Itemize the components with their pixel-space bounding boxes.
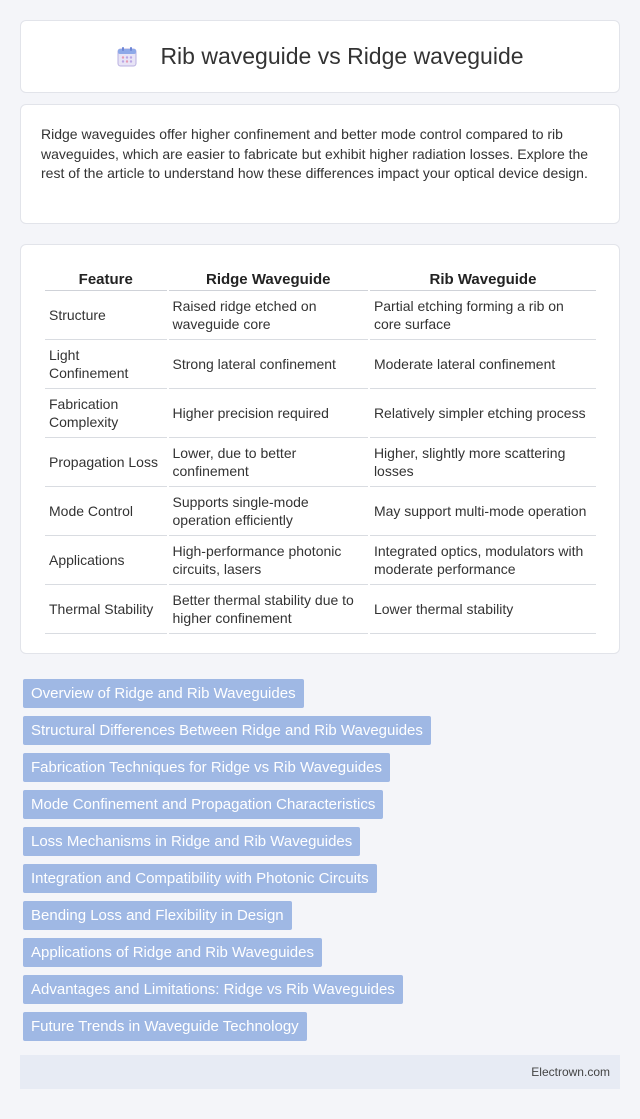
table-cell-rib: Integrated optics, modulators with moderate performance (370, 536, 596, 585)
table-cell-rib: Moderate lateral confinement (370, 340, 596, 389)
toc-link-fabrication-techniques[interactable]: Fabrication Techniques for Ridge vs Rib Waveguides (23, 753, 390, 782)
comparison-table-card (20, 244, 620, 654)
toc-link-structural-differences[interactable]: Structural Differences Between Ridge and Rib Waveguides (23, 716, 431, 745)
table-header-row (45, 265, 596, 291)
table-cell-feature: Fabrication Complexity (45, 389, 167, 438)
table-row (45, 340, 596, 389)
table-cell-ridge: Raised ridge etched on waveguide core (169, 291, 368, 340)
table-cell-feature: Thermal Stability (45, 585, 167, 634)
header-rib-waveguide: Rib Waveguide (370, 265, 596, 291)
table-cell-ridge: Strong lateral confinement (169, 340, 368, 389)
table-cell-ridge: Higher precision required (169, 389, 368, 438)
comparison-table (43, 265, 598, 634)
table-row (45, 438, 596, 487)
table-of-contents (23, 679, 603, 1049)
table-row (45, 536, 596, 585)
table-cell-rib: Partial etching forming a rib on core surface (370, 291, 596, 340)
table-cell-feature: Mode Control (45, 487, 167, 536)
toc-link-integration[interactable]: Integration and Compatibility with Photonic Circuits (23, 864, 377, 893)
toc-link-advantages-limitations[interactable]: Advantages and Limitations: Ridge vs Rib Waveguides (23, 975, 403, 1004)
toc-link-future-trends[interactable]: Future Trends in Waveguide Technology (23, 1012, 307, 1041)
toc-link-loss-mechanisms[interactable]: Loss Mechanisms in Ridge and Rib Waveguides (23, 827, 360, 856)
toc-link-bending-loss[interactable]: Bending Loss and Flexibility in Design (23, 901, 292, 930)
table-cell-ridge: Better thermal stability due to higher confinement (169, 585, 368, 634)
intro-text: Ridge waveguides offer higher confinement and better mode control compared to rib waveguides, which are easier to fabricate but exhibit higher radiation losses. Explore the rest of the article to understand how these differences impact your optical device design. (41, 126, 589, 181)
table-cell-rib: Lower thermal stability (370, 585, 596, 634)
footer-brand: Electrown.com (531, 1065, 610, 1079)
toc-link-mode-confinement[interactable]: Mode Confinement and Propagation Characteristics (23, 790, 383, 819)
table-cell-rib: Relatively simpler etching process (370, 389, 596, 438)
table-row (45, 585, 596, 634)
toc-link-overview[interactable]: Overview of Ridge and Rib Waveguides (23, 679, 304, 708)
calendar-icon (116, 46, 138, 68)
table-cell-feature: Light Confinement (45, 340, 167, 389)
title-card (20, 20, 620, 93)
table-cell-feature: Applications (45, 536, 167, 585)
table-row (45, 389, 596, 438)
table-row (45, 487, 596, 536)
table-cell-ridge: Lower, due to better confinement (169, 438, 368, 487)
toc-link-applications[interactable]: Applications of Ridge and Rib Waveguides (23, 938, 322, 967)
footer (20, 1055, 620, 1089)
header-feature: Feature (45, 265, 167, 291)
table-row (45, 291, 596, 340)
page-title: Rib waveguide vs Ridge waveguide (160, 43, 524, 69)
intro-card (20, 104, 620, 224)
table-cell-rib: May support multi-mode operation (370, 487, 596, 536)
table-cell-feature: Propagation Loss (45, 438, 167, 487)
table-cell-rib: Higher, slightly more scattering losses (370, 438, 596, 487)
header-ridge-waveguide: Ridge Waveguide (169, 265, 368, 291)
table-cell-ridge: High-performance photonic circuits, lasers (169, 536, 368, 585)
table-cell-ridge: Supports single-mode operation efficiently (169, 487, 368, 536)
table-cell-feature: Structure (45, 291, 167, 340)
